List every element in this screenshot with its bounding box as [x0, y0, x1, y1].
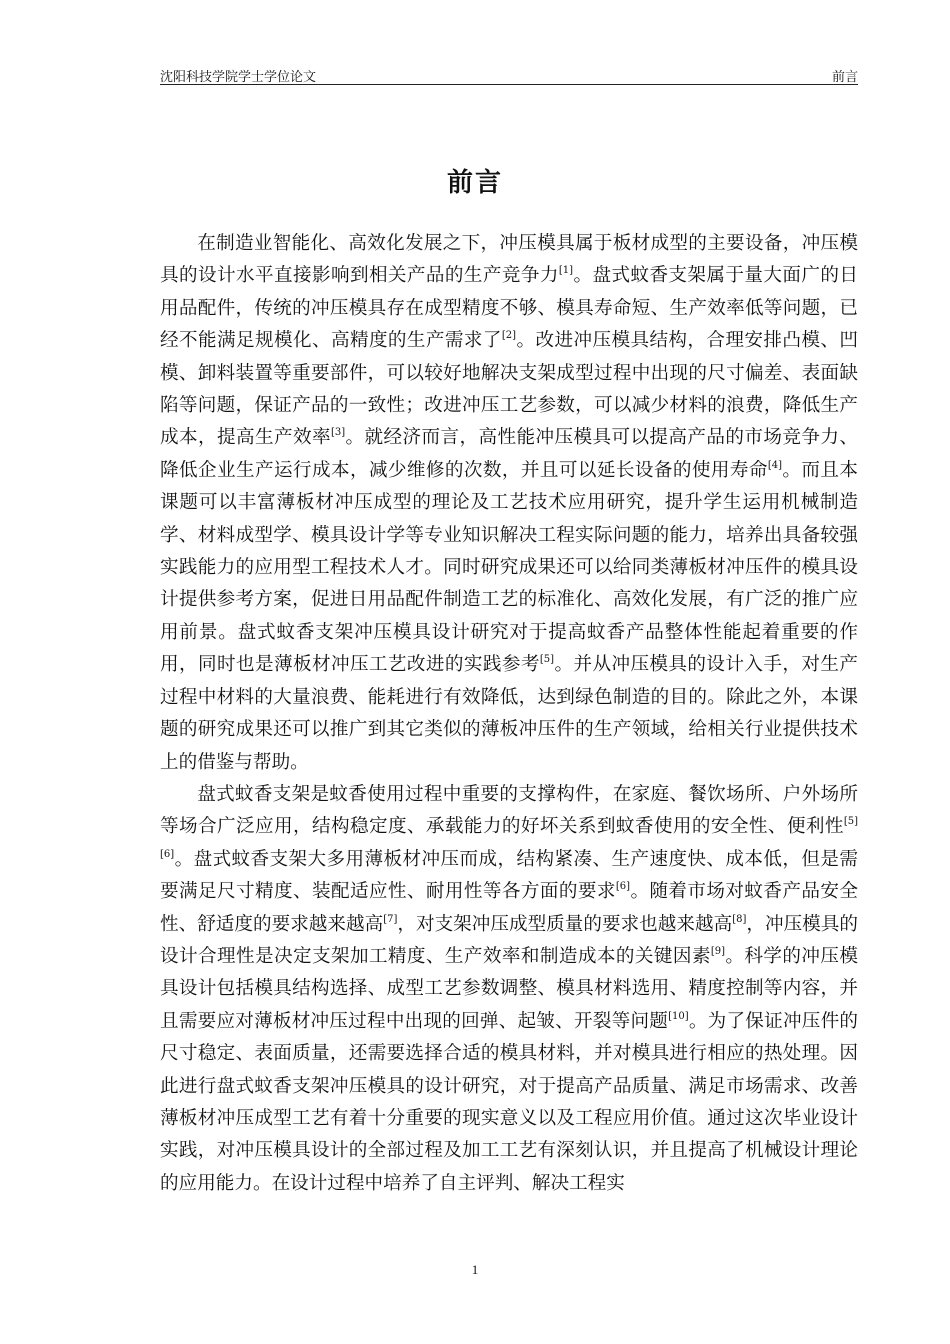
p1-text-5: 。而且本课题可以丰富薄板材冲压成型的理论及工艺技术应用研究，提升学生运用机械制造学、材料成型学、模具设计学等专业知识解决工程实际问题的能力，培养出具备较强实践能力的应用型工程技术人才。同时研究成果还可以给同类薄板材冲压件的模具设计提供参考方案，促进日用品配件制造工艺的标准化、高效化发展，有广泛的推广应用前景。盘式蚊香支架冲压模具设计研究对于提高蚊香产品整体性能起着重要的作用，同时也是薄板材冲压工艺改进的实践参考	[160, 459, 858, 676]
p2-text-5: ，冲压模具的设计合理性是决定支架加工精度、生产效率和制造成本的关键因素	[160, 913, 858, 967]
p2-text-2: 。盘式蚊香支架大多用薄板材冲压而成，结构紧凑、生产速度快、成本低，但是需要满足尺寸精度、装配适应性、耐用性等各方面的要求	[160, 848, 858, 903]
p1-text-3: 。改进冲压模具结构，合理安排凸模、凹模、卸料装置等重要部件，可以较好地解决支架成型过程中出现的尺寸偏差、表面缺陷等问题，保证产品的一致性；改进冲压工艺参数，可以减少材料的浪费，降低生产成本，提高生产效率	[160, 330, 858, 449]
p1-text-1: 在制造业智能化、高效化发展之下，冲压模具属于板材成型的主要设备，冲压模具的设计水平直接影响到相关产品的生产竞争力	[160, 233, 858, 287]
citation-ref: [2]	[501, 330, 517, 342]
paragraph-2	[160, 779, 858, 1200]
citation-ref: [3]	[330, 427, 346, 439]
p1-text-4: 。就经济而言，高性能冲压模具可以提高产品的市场竞争力、降低企业生产运行成本，减少维修的次数，并且可以延长设备的使用寿命	[160, 427, 858, 481]
citation-ref: [5][6]	[160, 816, 858, 860]
citation-ref: [4]	[767, 459, 782, 471]
p2-text-3: 。随着市场对蚊香产品安全性、舒适度的要求越来越高	[160, 881, 858, 935]
paragraph-1	[160, 228, 858, 779]
citation-ref: [5]	[539, 654, 555, 666]
p2-text-4: ，对支架冲压成型质量的要求也越来越高	[397, 913, 733, 935]
p2-text-7: 。为了保证冲压件的尺寸稳定、表面质量，还需要选择合适的模具材料，并对模具进行相应的热处理。因此进行盘式蚊香支架冲压模具的设计研究，对于提高产品质量、满足市场需求、改善薄板材冲压成型工艺有着十分重要的现实意义以及工程应用价值。通过这次毕业设计实践，对冲压模具设计的全部过程及加工工艺有深刻认识，并且提高了机械设计理论的应用能力。在设计过程中培养了自主评判、解决工程实	[160, 1010, 858, 1194]
citation-ref: [10]	[668, 1010, 689, 1022]
p1-text-2: 。盘式蚊香支架属于量大面广的日用品配件，传统的冲压模具存在成型精度不够、模具寿命短、生产效率低等问题，已经不能满足规模化、高精度的生产需求了	[160, 265, 858, 352]
citation-ref: [9]	[710, 945, 726, 957]
citation-ref: [6]	[615, 881, 631, 893]
citation-ref: [1]	[558, 265, 574, 277]
header-section-name: 前言	[831, 70, 858, 85]
page-header	[160, 64, 858, 85]
citation-ref: [8]	[732, 913, 747, 925]
page-title: 前言	[446, 168, 503, 198]
header-thesis-title: 沈阳科技学院学士学位论文	[160, 70, 317, 85]
citation-ref: [7]	[383, 913, 398, 925]
page-number: 1	[471, 1262, 479, 1277]
p2-text-1: 盘式蚊香支架是蚊香使用过程中重要的支撑构件，在家庭、餐饮场所、户外场所等场合广泛应用，结构稳定度、承载能力的好坏关系到蚊香使用的安全性、便利性	[160, 783, 858, 838]
p2-text-6: 。科学的冲压模具设计包括模具结构选择、成型工艺参数调整、模具材料选用、精度控制等内容，并且需要应对薄板材冲压过程中出现的回弹、起皱、开裂等问题	[160, 945, 858, 1032]
body-text	[160, 228, 858, 1200]
p1-text-6: 。并从冲压模具的设计入手，对生产过程中材料的大量浪费、能耗进行有效降低，达到绿色制造的目的。除此之外，本课题的研究成果还可以推广到其它类似的薄板冲压件的生产领域，给相关行业提供技术上的借鉴与帮助。	[160, 654, 858, 773]
